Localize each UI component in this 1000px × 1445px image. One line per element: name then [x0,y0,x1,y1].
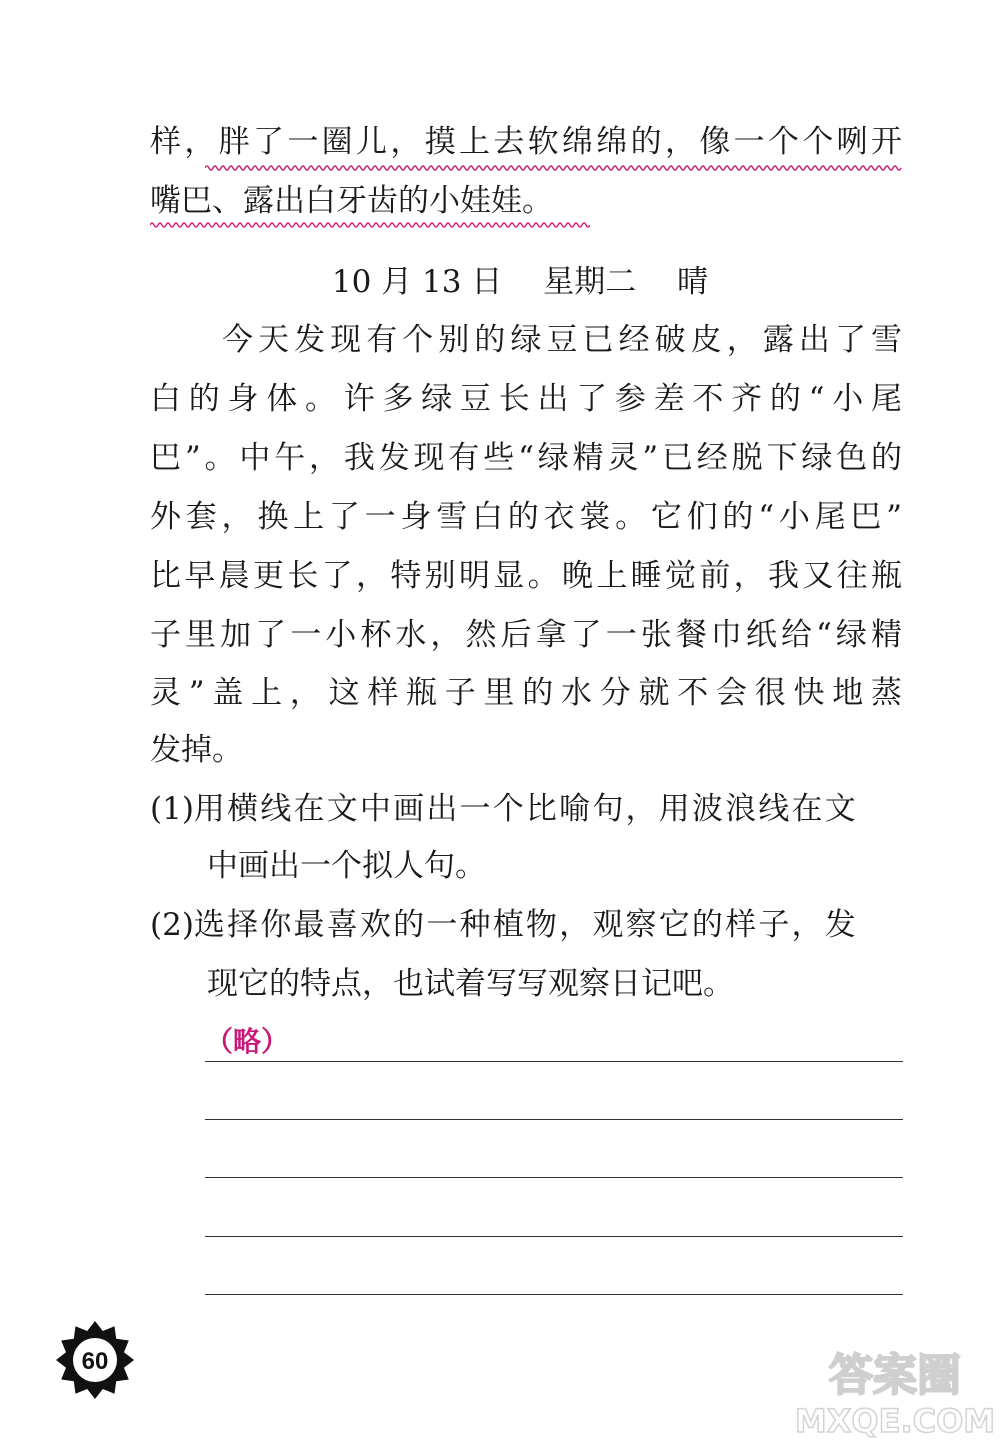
passage-text-2: 嘴巴、露出白牙齿的小娃娃。 [150,183,553,219]
question-1 [150,789,902,829]
writing-line-3 [205,1177,903,1178]
question-2-text: 选择你最喜欢的一种植物，观察它的样子，发 [193,907,858,943]
diary-line-5: 比早晨更长了，特别明显。晚上睡觉前，我又往瓶 [150,558,902,594]
diary-line-7: 灵”盖上，这样瓶子里的水分就不会很快地蒸 [150,675,902,711]
watermark-bottom: MXQE.COM [795,1402,995,1440]
question-2-continued: 现它的特点，也试着写写观察日记吧。 [207,966,734,1002]
passage-text-1: 样，胖了一圈儿，摸上去软绵绵的，像一个个咧开 [150,124,902,160]
question-1-number: (1) [150,791,194,827]
page-number: 60 [81,1348,109,1375]
diary-line-3: 巴”。中午，我发现有些“绿精灵”已经脱下绿色的 [150,440,902,476]
watermark-top: 答案圈 [829,1350,961,1401]
diary-date: 10 月 13 日 星期二 晴 [331,264,709,300]
question-2-number: (2) [150,907,194,943]
writing-line-4 [205,1236,903,1237]
question-1-text: 用横线在文中画出一个比喻句，用波浪线在文 [193,791,858,827]
diary-line-6: 子里加了一小杯水，然后拿了一张餐巾纸给“绿精 [150,617,902,653]
passage-line-2 [150,181,902,221]
question-2 [150,905,902,945]
diary-line-8: 发掉。 [150,732,243,768]
diary-line-1: 今天发现有个别的绿豆已经破皮，露出了雪 [222,322,902,358]
wavy-underline-2 [150,220,590,230]
writing-line-5 [205,1294,903,1295]
diary-line-4: 外套，换上了一身雪白的衣裳。它们的“小尾巴” [150,499,902,535]
diary-line-2: 白的身体。许多绿豆长出了参差不齐的“小尾 [150,381,902,417]
answer-text: （略） [205,1025,290,1058]
writing-line-1 [205,1061,903,1062]
question-1-continued: 中画出一个拟人句。 [207,848,486,884]
page-number-badge [55,1320,135,1400]
passage-line-1 [150,122,902,162]
writing-line-2 [205,1119,903,1120]
wavy-underline-1 [205,163,905,173]
watermark-logo [795,1340,995,1440]
